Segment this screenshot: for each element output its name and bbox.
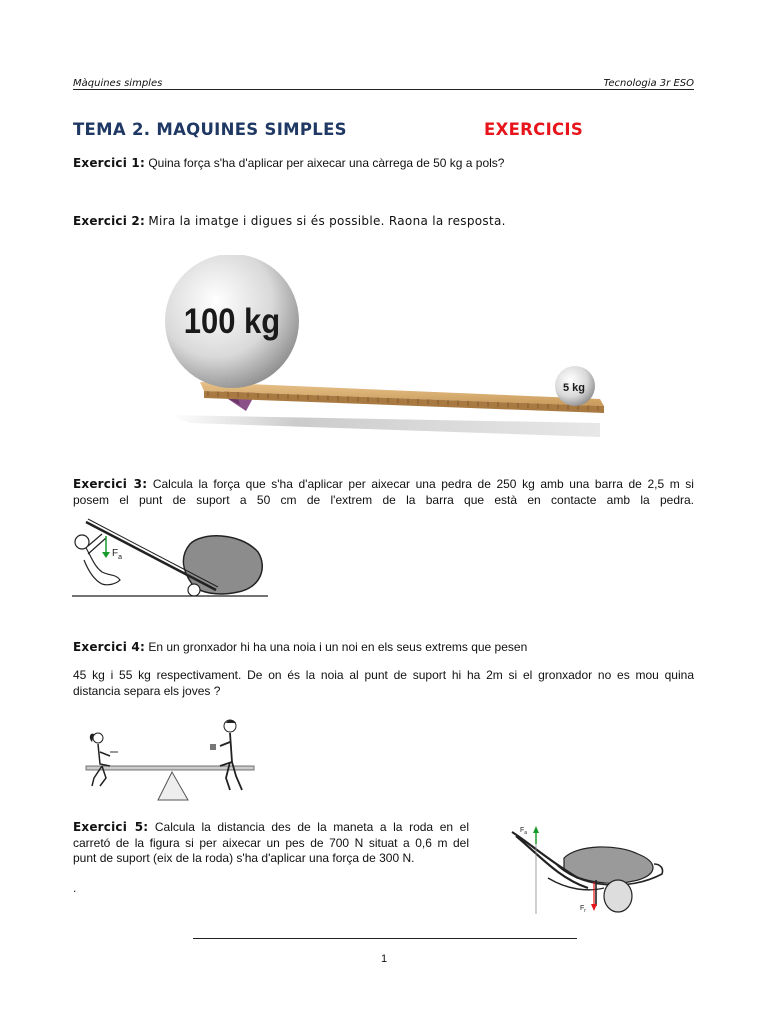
page-number: 1 bbox=[380, 953, 388, 965]
exercise-3 bbox=[73, 477, 694, 508]
page-title-accent: EXERCICIS bbox=[484, 120, 584, 139]
wheelbarrow-figure bbox=[508, 818, 668, 918]
force-arrow-head bbox=[102, 552, 110, 558]
girl-marker bbox=[110, 751, 118, 753]
exercise-1 bbox=[73, 156, 694, 172]
footer-divider bbox=[193, 938, 577, 939]
crowbar-figure bbox=[72, 514, 272, 600]
exercise-5-dot: . bbox=[73, 880, 77, 895]
exercise-2 bbox=[73, 214, 694, 230]
exercise-2-text: Mira la imatge i digues si és possible. Raona la resposta. bbox=[148, 214, 506, 228]
header-right: Tecnologia 3r ESO bbox=[603, 78, 694, 89]
boy-marker bbox=[210, 744, 216, 750]
exercise-3-text-line1: Calcula la força que s'ha d'aplicar per aixecar una pedra de 250 kg amb una barra de 2,5 m si bbox=[152, 477, 694, 491]
boy-body bbox=[220, 733, 242, 790]
person-head bbox=[75, 535, 89, 549]
header-left: Màquines simples bbox=[73, 78, 163, 89]
exercise-5-text-line2: carretó de la figura si per aixecar un pes de 700 N situat a 0,6 m del bbox=[73, 835, 469, 850]
handle-force-arrow-head bbox=[533, 826, 539, 833]
exercise-4-label: Exercici 4: bbox=[73, 640, 145, 654]
seesaw-fulcrum bbox=[158, 772, 188, 800]
girl-head bbox=[93, 733, 103, 743]
big-weight-label: 100 kg bbox=[183, 302, 281, 342]
fulcrum-circle bbox=[188, 584, 200, 596]
person-arms bbox=[88, 534, 106, 554]
wheelbarrow-wheel bbox=[604, 880, 632, 912]
exercise-4-text-line3: distancia separa els joves ? bbox=[73, 683, 221, 698]
lever-shadow bbox=[168, 415, 600, 437]
load-force-label: $F_r$ bbox=[580, 905, 586, 914]
exercise-1-text: Quina força s'ha d'aplicar per aixecar una càrrega de 50 kg a pols? bbox=[148, 156, 505, 170]
exercise-3-text-line2: posem el punt de suport a 50 cm de l'extrem de la barra que està en contacte amb la pedra. bbox=[73, 492, 694, 507]
handle-force-label: $F_a$ bbox=[520, 827, 528, 836]
exercise-5-text-line3: punt de suport (eix de la roda) s'ha d'aplicar una força de 300 N. bbox=[73, 851, 415, 865]
exercise-5-text-line1: Calcula la distancia des de la maneta a la roda en el bbox=[154, 820, 469, 834]
exercise-1-label: Exercici 1: bbox=[73, 156, 145, 170]
exercise-3-label: Exercici 3: bbox=[73, 477, 148, 491]
exercise-4-text-line2: 45 kg i 55 kg respectivament. De on és la noia al punt de suport hi ha 2m si el gronxador no es mou quina bbox=[73, 668, 694, 682]
page-title: TEMA 2. MAQUINES SIMPLES bbox=[73, 120, 347, 139]
exercise-4 bbox=[73, 640, 694, 656]
exercise-2-label: Exercici 2: bbox=[73, 214, 145, 228]
exercise-5-label: Exercici 5: bbox=[73, 820, 149, 834]
lever-figure bbox=[160, 255, 610, 445]
exercise-4-text: En un gronxador hi ha una noia i un noi en els seus extrems que pesen bbox=[148, 640, 528, 654]
force-label: $F_a$ bbox=[112, 548, 123, 561]
seesaw-figure bbox=[80, 716, 260, 804]
load-force-arrow-head bbox=[591, 904, 597, 911]
exercise-5 bbox=[73, 820, 469, 896]
header-divider bbox=[73, 89, 694, 90]
small-weight-label: 5 kg bbox=[562, 382, 586, 394]
exercise-4-continued bbox=[73, 668, 694, 699]
girl-body bbox=[92, 744, 110, 786]
